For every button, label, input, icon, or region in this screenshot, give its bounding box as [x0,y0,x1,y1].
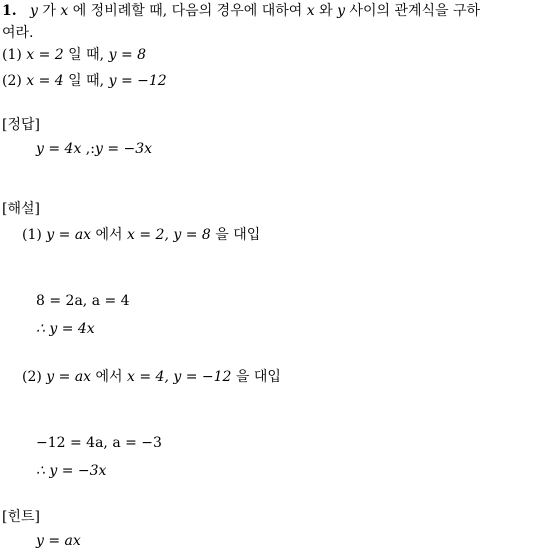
explanation-heading: [해설] [2,201,40,217]
step-text: 에서 [91,227,128,243]
case-condition: x = 2 [26,47,64,63]
step-text: 에서 [91,369,128,385]
stem-text: 가 [37,3,61,19]
var-x: x [60,3,69,19]
explanation-step-2 [22,368,281,386]
answer-separator: ,: [81,141,95,157]
var-x: x [306,3,315,19]
step-prefix: (2) [22,369,47,385]
case-prefix: (1) [2,47,27,63]
problem-line-1 [2,2,480,20]
problem-number: 1. [2,3,17,19]
case-text: 일 때, [63,47,109,63]
step-text: 을 대입 [231,369,281,385]
hint-expr: y = ax [36,533,81,549]
answer-expr-2: y = −3x [94,141,153,157]
answer-body [36,140,152,158]
step-substitution: x = 2, y = 8 [127,227,211,243]
case-condition: x = 4 [26,73,64,89]
problem-case-2 [2,72,167,90]
stem-text: 에 정비례할 때, 다음의 경우에 대하여 [68,3,307,19]
var-y: y [29,3,38,19]
case-value: y = −12 [108,73,167,89]
case-text: 일 때, [63,73,109,89]
case-prefix: (2) [2,73,27,89]
step-text: 을 대입 [210,227,261,243]
step-prefix: (1) [22,227,47,243]
hint-heading: [힌트] [2,509,40,525]
problem-case-1 [2,46,146,64]
step-formula: y = ax [46,369,92,385]
step-1-equation: 8 = 2a, a = 4 [36,293,130,309]
explanation-step-1 [22,226,260,244]
stem-text: 와 [314,3,338,19]
step-substitution: x = 4, y = −12 [127,369,232,385]
step-1-conclusion: ∴ y = 4x [36,321,95,337]
answer-expr-1: y = 4x [36,141,82,157]
case-value: y = 8 [108,47,147,63]
answer-heading: [정답] [2,117,40,133]
step-2-conclusion: ∴ y = −3x [36,463,107,479]
step-formula: y = ax [46,227,92,243]
problem-line-2: 여라. [2,25,34,41]
stem-text: 사이의 관계식을 구하 [344,3,481,19]
var-y: y [337,3,345,19]
step-2-equation: −12 = 4a, a = −3 [36,435,162,451]
